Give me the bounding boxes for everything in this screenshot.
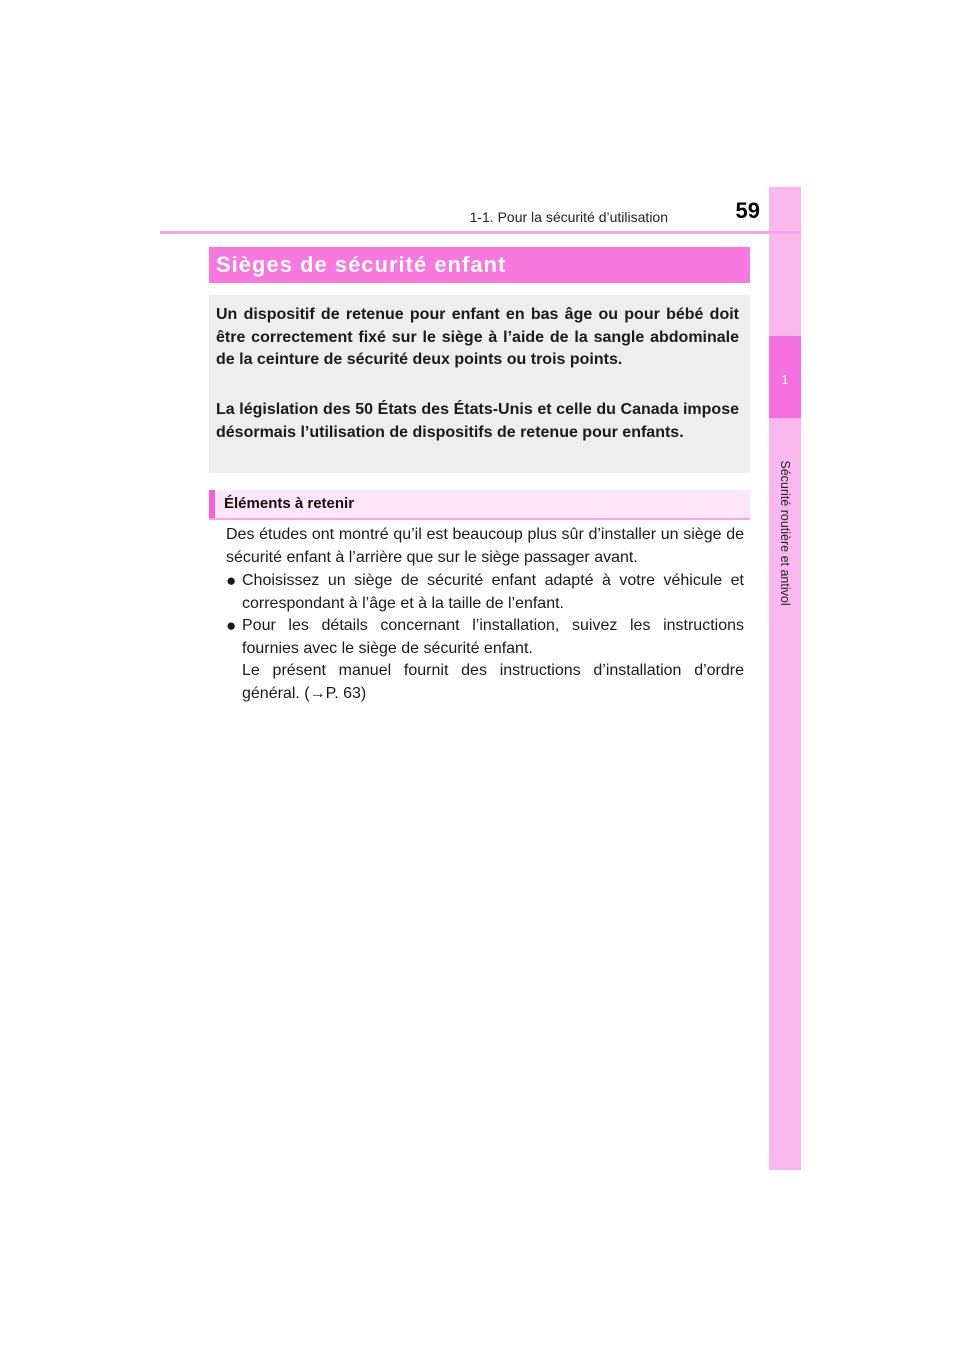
bullet-item-note: Le présent manuel fournit des instructions d’installation d’ordre général. (→P. 63) [242,662,744,702]
subsection-divider [209,518,750,520]
chapter-title: Sécurité routière et antivol [778,460,792,606]
bullet-item [242,615,744,705]
intro-paragraph: La législation des 50 États des États-Unis et celle du Canada impose désormais l’utilisation de dispositifs de retenue pour enfants. [216,401,739,441]
bullet-item-text: Choisissez un siège de sécurité enfant adapté à votre véhicule et correspondant à l’âge et à la taille de l’enfant. [242,572,744,612]
section-title: Sièges de sécurité enfant [216,252,507,277]
bullet-icon: ● [226,616,237,635]
chapter-side-tab [769,187,801,1170]
body-paragraph: Des études ont montré qu’il est beaucoup plus sûr d’installer un siège de sécurité enfant à l’arrière que sur le siège passager avant. [226,526,744,566]
intro-paragraph: Un dispositif de retenue pour enfant en bas âge ou pour bébé doit être correctement fixé sur le siège à l’aide de la sangle abdominale de la ceinture de sécurité deux points ou trois points. [216,306,739,368]
bullet-item [242,570,744,615]
subsection-title: Éléments à retenir [224,495,355,512]
subsection-accent [209,490,215,518]
bullet-icon: ● [226,571,237,590]
chapter-number: 1 [781,372,789,387]
header-section-title: 1-1. Pour la sécurité d’utilisation [469,209,668,225]
bullet-item-text: Pour les détails concernant l’installation, suivez les instructions fournies avec le siège de sécurité enfant. [242,617,744,657]
page-number: 59 [735,198,760,223]
header-divider [160,231,801,234]
